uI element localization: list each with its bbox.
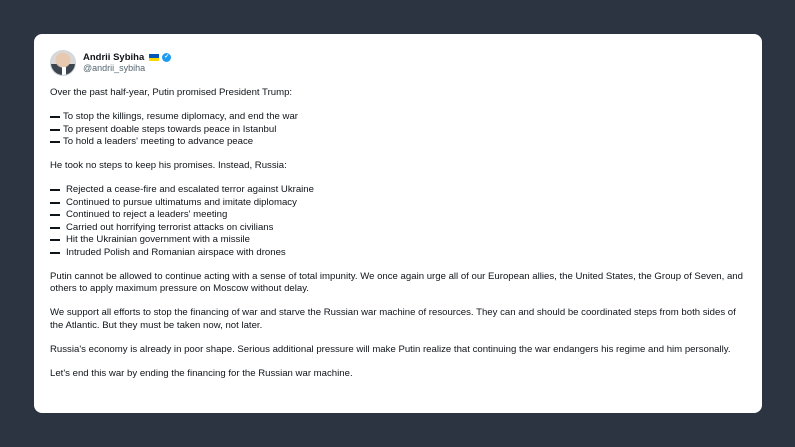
list-item xyxy=(50,197,746,210)
transition-text: He took no steps to keep his promises. Instead, Russia: xyxy=(50,160,287,171)
action-text: Continued to reject a leaders' meeting xyxy=(66,209,228,220)
dash-icon xyxy=(50,214,60,216)
action-text: Hit the Ukrainian government with a missile xyxy=(66,234,250,245)
dash-icon xyxy=(50,116,60,118)
tweet-body xyxy=(50,87,746,380)
list-item xyxy=(50,234,746,247)
list-item xyxy=(50,247,746,260)
avatar[interactable] xyxy=(50,50,76,76)
author-name[interactable]: Andrii Sybiha xyxy=(83,52,145,63)
dash-icon xyxy=(50,141,60,143)
paragraph: Russia's economy is already in poor shape. Serious additional pressure will make Putin realize that continuing the war endangers his regime and him personally. xyxy=(50,343,731,355)
paragraph: We support all efforts to stop the financing of war and starve the Russian war machine of resources. They can and should be coordinated steps from both sides of the Atlantic. But they must be taken now, not later. xyxy=(50,307,736,331)
list-item xyxy=(50,111,746,124)
list-item xyxy=(50,124,746,137)
verified-badge-icon: ✓ xyxy=(164,54,170,60)
list-item xyxy=(50,222,746,235)
action-text: Rejected a cease-fire and escalated terror against Ukraine xyxy=(66,184,314,195)
intro-text: Over the past half-year, Putin promised President Trump: xyxy=(50,87,293,98)
ukraine-flag-icon xyxy=(149,54,159,61)
tweet-card xyxy=(34,34,762,413)
actions-list xyxy=(50,184,746,259)
list-item xyxy=(50,184,746,197)
promise-text: To stop the killings, resume diplomacy, and end the war xyxy=(63,111,298,122)
list-item xyxy=(50,136,746,149)
dash-icon xyxy=(50,189,60,191)
paragraph: Let's end this war by ending the financing for the Russian war machine. xyxy=(50,367,353,379)
paragraph: Putin cannot be allowed to continue acting with a sense of total impunity. We once again urge all of our European allies, the United States, the Group of Seven, and others to apply maximum pressure on Moscow without delay. xyxy=(50,270,743,294)
author-handle[interactable]: @andrii_sybiha xyxy=(83,63,146,73)
action-text: Carried out horrifying terrorist attacks on civilians xyxy=(66,221,274,233)
list-item xyxy=(50,209,746,222)
dash-icon xyxy=(50,239,60,241)
tweet-header xyxy=(50,48,746,78)
action-text: Intruded Polish and Romanian airspace with drones xyxy=(66,246,286,258)
flag-yellow xyxy=(149,58,159,62)
dash-icon xyxy=(50,202,60,204)
promise-text: To hold a leaders' meeting to advance peace xyxy=(63,136,254,147)
promise-text: To present doable steps towards peace in Istanbul xyxy=(63,123,277,135)
action-text: Continued to pursue ultimatums and imitate diplomacy xyxy=(66,196,297,208)
author-block xyxy=(83,52,171,74)
dash-icon xyxy=(50,227,60,229)
dash-icon xyxy=(50,252,60,254)
dash-icon xyxy=(50,129,60,131)
promises-list xyxy=(50,111,746,149)
